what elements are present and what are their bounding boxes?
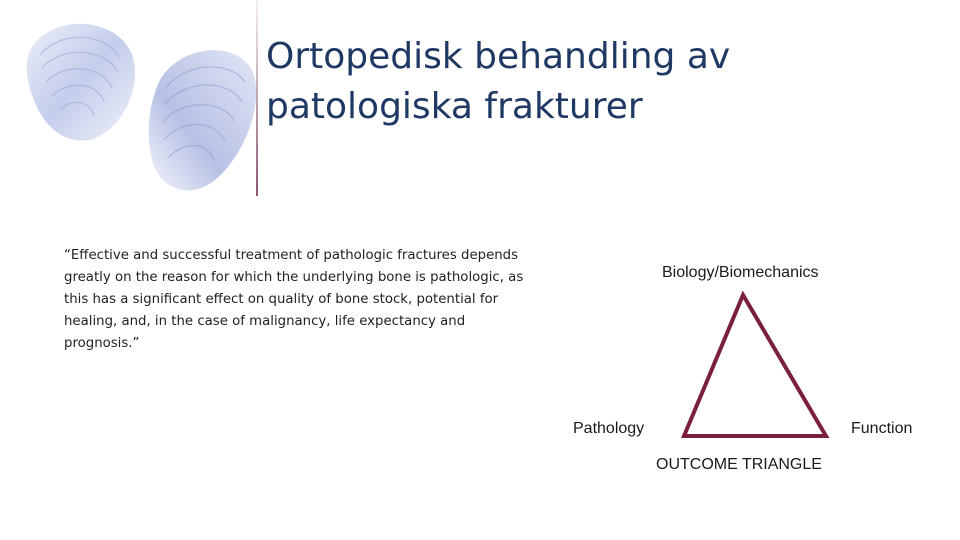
figure-caption: OUTCOME TRIANGLE: [656, 456, 822, 473]
title-line-1: Ortopedisk behandling av: [266, 36, 731, 77]
seashell-icon: [20, 10, 260, 200]
title-divider: [256, 0, 258, 196]
outcome-triangle-figure: [560, 250, 940, 480]
slide-title: [266, 32, 906, 132]
quote-text: “Effective and successful treatment of pathologic fractures depends greatly on the reason for which the underlying bone is pathologic, as this has a significant effect on quality of bone stock, potential for healing, and, in the case of malignancy, life expectancy and prognosis.”: [64, 248, 524, 351]
vertex-label-top: Biology/Biomechanics: [662, 264, 819, 281]
vertex-label-left: Pathology: [573, 420, 645, 437]
vertex-label-right: Function: [851, 420, 913, 437]
title-line-2: patologiska frakturer: [266, 86, 643, 127]
outcome-triangle-shape: [560, 250, 940, 480]
